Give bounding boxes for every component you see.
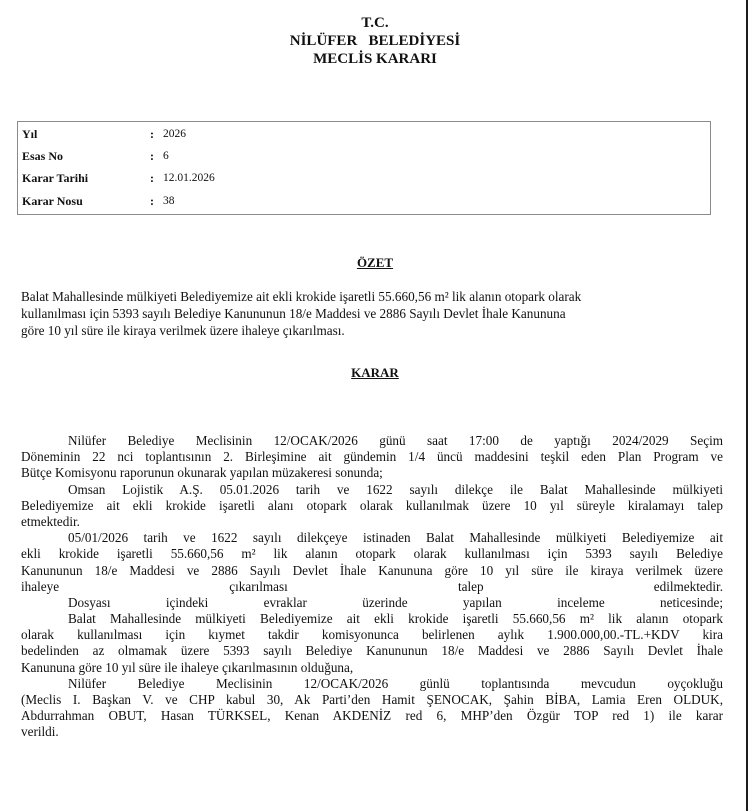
karar-line: ekli krokide işaretli 55.660,56 m² lik alanın otopark olarak kullanılması için 5393 sayılı Belediye (21, 546, 723, 562)
header-municipality: NİLÜFER BELEDİYESİ (289, 33, 461, 49)
karar-line: Abdurrahman OBUT, Hasan TÜRKSEL, Kenan AKDENİZ red 6, MHP’den Özgür TOP red 1) ile karar (21, 708, 723, 724)
info-colon: : (150, 171, 154, 185)
ozet-line: kullanılması için 5393 sayılı Belediye Kanununun 18/e Maddesi ve 2886 Sayılı Devlet İhale Kanununa (21, 306, 566, 321)
info-colon: : (150, 149, 154, 163)
karar-line: Dosyası içindeki evraklar üzerinde yapılan inceleme neticesinde; (68, 594, 723, 610)
info-value: 12.01.2026 (163, 172, 215, 184)
document-header (0, 14, 750, 68)
karar-line: ihaleye çıkarılması talep edilmektedir. (21, 578, 723, 594)
karar-line: Bütçe Komisyonu raporunun okunarak yapılan müzakeresi sonunda; (21, 465, 383, 481)
decision-info-box (17, 121, 711, 215)
info-label: Karar Nosu (22, 194, 83, 208)
karar-line: Kanununa göre 10 yıl süre ile ihaleye çıkarılmasının olduğuna, (21, 659, 354, 675)
karar-line: olarak kullanılması için kıymet takdir komisyonunca belirlenen aylık 1.900.000,00.-TL.+KDV kira (21, 627, 723, 643)
info-colon: : (150, 194, 154, 208)
info-label: Karar Tarihi (22, 171, 89, 185)
ozet-line: Balat Mahallesinde mülkiyeti Belediyemize ait ekli krokide işaretli 55.660,56 m² lik alanın otopark olarak (21, 289, 582, 304)
karar-line: Balat Mahallesinde mülkiyeti Belediyemize ait ekli krokide işaretli 55.660,56 m² lik alanın otopark (68, 611, 723, 627)
info-label: Yıl (22, 127, 38, 141)
karar-heading: KARAR (351, 365, 399, 380)
info-value: 6 (163, 150, 169, 162)
karar-line: verildi. (21, 724, 59, 740)
karar-line: Belediyemize ait ekli krokide işaretli alanı otopark olarak kullanılmak üzere 10 yıl süreyle kiralamayı talep (21, 497, 723, 513)
karar-line: etmektedir. (21, 513, 80, 529)
ozet-summary (21, 288, 721, 339)
karar-line: (Meclis I. Başkan V. ve CHP kabul 30, Ak Parti’den Hamit ŞENOCAK, Şahin BİBA, Lamia Eren OLDUK, (21, 692, 723, 707)
info-value: 38 (163, 195, 175, 207)
karar-line: Nilüfer Belediye Meclisinin 12/OCAK/2026 günü saat 17:00 de yaptığı 2024/2029 Seçim (68, 433, 723, 448)
karar-line: Kanununun 18/e Maddesi ve 2886 Sayılı Devlet İhale Kanununa göre 10 yıl süre ile kiraya verilmek üzere (21, 562, 723, 578)
karar-line: bedelinden az olmamak üzere 5393 sayılı Belediye Kanununun 18/e Maddesi ve 2886 Sayılı Devlet İhale (21, 643, 723, 659)
info-label: Esas No (22, 149, 64, 163)
karar-line: Omsan Lojistik A.Ş. 05.01.2026 tarih ve 1622 sayılı dilekçe ile Balat Mahallesinde mülkiyeti (68, 481, 723, 497)
ozet-heading: ÖZET (356, 255, 394, 270)
header-decision-title: MECLİS KARARI (313, 51, 437, 67)
karar-line: 05/01/2026 tarih ve 1622 sayılı dilekçeye istinaden Balat Mahallesinde mülkiyeti Belediyemize ait (68, 530, 723, 546)
info-value: 2026 (163, 128, 186, 140)
karar-line: Döneminin 22 nci toplantısının 2. Birleşimine ait gündemin 1/4 üncü maddesini teşkil eden Plan Program ve (21, 449, 723, 465)
header-tc: T.C. (361, 15, 389, 31)
page-edge-rule (746, 0, 748, 811)
karar-line: Nilüfer Belediye Meclisinin 12/OCAK/2026 günlü toplantısında mevcudun oyçokluğu (68, 675, 723, 691)
ozet-line: göre 10 yıl süre ile kiraya verilmek üzere ihaleye çıkarılması. (21, 323, 345, 338)
info-colon: : (150, 127, 154, 141)
karar-body (21, 433, 723, 741)
